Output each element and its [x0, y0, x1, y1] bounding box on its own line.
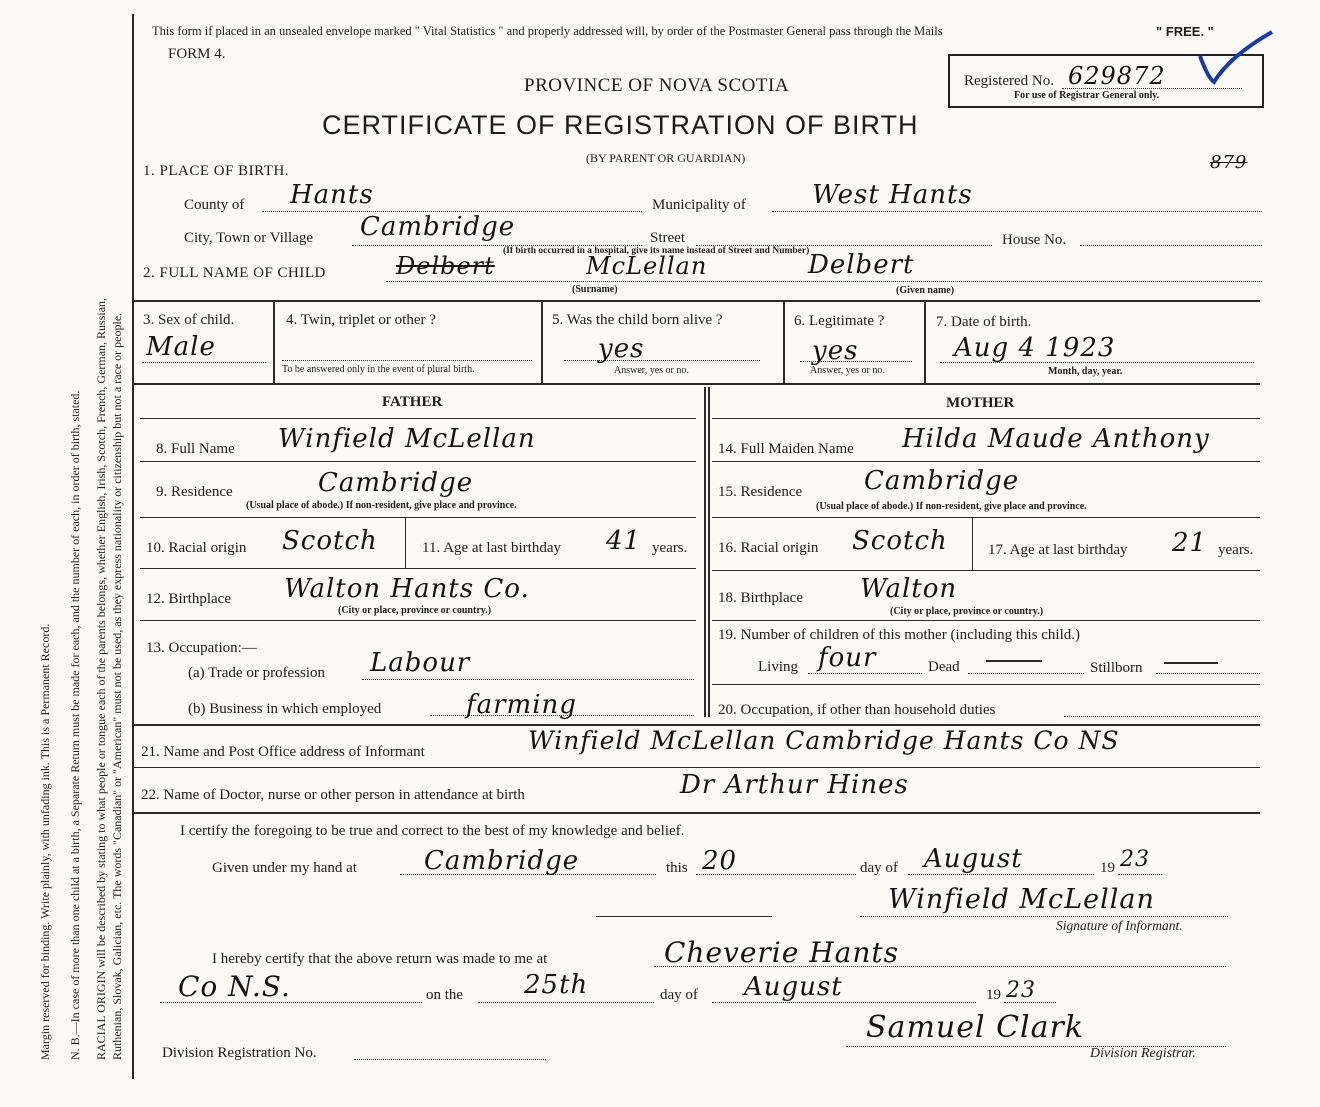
dead-dash — [986, 660, 1042, 662]
registrar-month-line — [712, 1002, 976, 1003]
row3-divider-2 — [541, 300, 543, 384]
municipality-value: West Hants — [812, 180, 973, 210]
certificate-subtitle: (BY PARENT OR GUARDIAN) — [586, 151, 746, 165]
alive-line — [564, 360, 760, 361]
this-label: this — [666, 860, 688, 876]
informant-label: 21. Name and Post Office address of Informant — [141, 744, 425, 760]
province-title: PROVINCE OF NOVA SCOTIA — [524, 75, 790, 96]
father-trade-line — [362, 679, 694, 680]
registrar-place2-value: Co N.S. — [178, 970, 291, 1003]
form-left-border — [132, 14, 134, 1079]
form-number: FORM 4. — [168, 46, 226, 62]
place-heading: 1. PLACE OF BIRTH. — [143, 163, 290, 179]
father-trade-label: (a) Trade or profession — [188, 665, 326, 681]
registrar-note: For use of Registrar General only. — [1014, 90, 1160, 101]
father-bp-label: 12. Birthplace — [146, 591, 231, 607]
division-registration-label: Division Registration No. — [162, 1045, 317, 1061]
stillborn-label: Stillborn — [1090, 660, 1143, 676]
given-day-value: 20 — [702, 846, 738, 876]
father-race-divider — [405, 518, 406, 568]
living-value: four — [818, 643, 877, 673]
registrar-month-value: August — [744, 972, 843, 1002]
informant-signature-caption: Signature of Informant. — [1056, 918, 1183, 933]
county-label: County of — [184, 197, 245, 213]
living-line — [808, 673, 922, 674]
corner-number: 879 — [1210, 152, 1248, 173]
given-month-value: August — [924, 844, 1023, 874]
mother-bp-value: Walton — [860, 574, 958, 604]
sex-label: 3. Sex of child. — [143, 312, 235, 328]
child-surname: McLellan — [586, 252, 708, 280]
given-label: Given under my hand at — [212, 860, 357, 876]
mother-res-value: Cambridge — [864, 466, 1020, 496]
free-label: " FREE. " — [1156, 24, 1214, 39]
mother-res-rule — [712, 517, 1260, 518]
street-note: (If birth occurred in a hospital, give its name instead of Street and Number) — [503, 246, 810, 256]
sidebar-instructions — [10, 10, 130, 1060]
mother-name-value: Hilda Maude Anthony — [902, 424, 1210, 454]
registrar-caption: Division Registrar. — [1090, 1046, 1196, 1061]
informant-signature: Winfield McLellan — [888, 884, 1155, 915]
row3-divider-3 — [783, 300, 785, 384]
father-years: years. — [652, 540, 688, 556]
mother-name-rule — [712, 461, 1260, 462]
living-label: Living — [758, 659, 798, 675]
mother-occ-line — [1064, 716, 1260, 717]
father-name-label: 8. Full Name — [156, 441, 235, 457]
father-res-value: Cambridge — [318, 468, 474, 498]
child-name-line — [386, 281, 1262, 282]
registrar-year-value: 23 — [1006, 978, 1036, 1003]
doctor-label: 22. Name of Doctor, nurse or other person in attendance at birth — [141, 787, 525, 803]
surname-caption: (Surname) — [572, 284, 618, 295]
sex-line — [142, 362, 266, 363]
father-trade-value: Labour — [370, 648, 471, 678]
mother-age-value: 21 — [1172, 528, 1208, 558]
registrar-text: I hereby certify that the above return was made to me at — [212, 951, 548, 967]
mother-bp-rule — [712, 620, 1260, 621]
stillborn-line — [1156, 673, 1260, 674]
county-value: Hants — [290, 180, 374, 210]
father-bp-rule — [140, 620, 696, 621]
mother-res-label: 15. Residence — [718, 484, 803, 500]
father-res-label: 9. Residence — [156, 484, 233, 500]
mother-children-label: 19. Number of children of this mother (including this child.) — [718, 627, 1081, 643]
city-label: City, Town or Village — [184, 230, 314, 246]
father-age-value: 41 — [606, 526, 642, 556]
house-label: House No. — [1002, 232, 1067, 248]
father-res-note: (Usual place of abode.) If non-resident, give place and province. — [246, 500, 517, 511]
house-line — [1080, 245, 1262, 246]
mother-heading: MOTHER — [946, 395, 1015, 411]
legit-label: 6. Legitimate ? — [794, 313, 885, 329]
given-dayof-label: day of — [860, 860, 898, 876]
section-rule-22 — [134, 767, 1260, 768]
registrar-dayof-label: day of — [660, 987, 698, 1003]
twin-label: 4. Twin, triplet or other ? — [286, 312, 436, 328]
registrar-signature: Samuel Clark — [866, 1010, 1085, 1045]
municipality-line — [772, 211, 1262, 212]
registrar-day-line — [478, 1002, 654, 1003]
mother-age-label: 17. Age at last birthday — [988, 542, 1128, 558]
sex-value: Male — [146, 332, 216, 362]
dead-label: Dead — [928, 659, 960, 675]
signature-short-rule — [596, 916, 772, 917]
alive-note: Answer, yes or no. — [614, 365, 689, 376]
row3-top-rule — [134, 300, 1260, 302]
father-bp-note: (City or place, province or country.) — [338, 605, 492, 616]
street-label: Street — [650, 230, 685, 246]
informant-value: Winfield McLellan Cambridge Hants Co NS — [528, 726, 1120, 755]
mother-name-label: 14. Full Maiden Name — [718, 441, 854, 457]
mother-heading-rule — [712, 418, 1260, 419]
father-res-rule — [140, 517, 696, 518]
registrar-on-the: on the — [426, 987, 464, 1003]
legit-note: Answer, yes or no. — [810, 365, 885, 376]
registered-line — [1062, 88, 1242, 89]
father-heading-rule — [140, 418, 696, 419]
mother-race-label: 16. Racial origin — [718, 540, 819, 556]
sidebar-line-3: RACIAL ORIGIN will be described by stating to what people or tongue each of the parents belongs, whether English, Irish, Scotch, French, German, Russian, — [94, 297, 108, 1060]
given-year-prefix: 19 — [1100, 860, 1115, 876]
sidebar-line-2: N. B.—In case of more than one child at a birth, a Separate Return must be made for each, and the number of each, in order of birth, stated. — [68, 390, 82, 1060]
given-year-line — [1118, 874, 1162, 875]
mother-occ-label: 20. Occupation, if other than household duties — [718, 702, 996, 718]
certificate-title: CERTIFICATE OF REGISTRATION OF BIRTH — [322, 110, 919, 140]
legit-value: yes — [812, 336, 859, 366]
date-value: Aug 4 1923 — [954, 333, 1116, 363]
alive-label: 5. Was the child born alive ? — [552, 312, 723, 328]
child-given-name: Delbert — [808, 250, 915, 280]
given-year-value: 23 — [1120, 847, 1150, 872]
registered-value: 629872 — [1068, 62, 1166, 90]
child-struck-name: Delbert — [396, 252, 495, 280]
alive-value: yes — [598, 334, 645, 364]
father-race-value: Scotch — [282, 526, 378, 556]
father-business-value: farming — [466, 690, 577, 720]
mail-notice: This form if placed in an unsealed envelope marked " Vital Statistics " and properly addressed will, by order of the Postmaster General pass through the Mails — [152, 24, 943, 38]
city-value: Cambridge — [360, 212, 516, 242]
father-business-label: (b) Business in which employed — [188, 701, 382, 717]
twin-note: To be answered only in the event of plural birth. — [282, 364, 475, 375]
given-place-value: Cambridge — [424, 846, 580, 876]
father-bp-value: Walton Hants Co. — [284, 574, 530, 604]
row3-bottom-rule — [134, 383, 1260, 385]
child-name-label: 2. FULL NAME OF CHILD — [143, 265, 326, 281]
twin-line — [282, 360, 532, 361]
municipality-label: Municipality of — [652, 197, 746, 213]
mother-years: years. — [1218, 542, 1254, 558]
section-rule-certify — [134, 812, 1260, 814]
mother-bp-label: 18. Birthplace — [718, 590, 803, 606]
father-name-value: Winfield McLellan — [278, 424, 536, 454]
registrar-place-value: Cheverie Hants — [664, 936, 899, 969]
dead-line — [968, 673, 1084, 674]
mother-bp-note: (City or place, province or country.) — [890, 606, 1044, 617]
mother-race-rule — [712, 570, 1260, 571]
father-occ-label: 13. Occupation:— — [146, 640, 257, 656]
sidebar-line-1: Margin reserved for binding. Write plainly, with unfading ink. This is a Permanent Record. — [38, 623, 52, 1060]
row3-divider-4 — [924, 300, 926, 384]
mother-race-value: Scotch — [852, 526, 948, 556]
given-caption: (Given name) — [896, 285, 955, 296]
informant-signature-line — [860, 916, 1228, 917]
registered-label: Registered No. — [964, 73, 1054, 89]
date-note: Month, day, year. — [1048, 366, 1123, 377]
mother-res-note: (Usual place of abode.) If non-resident, give place and province. — [816, 501, 1087, 512]
sidebar-line-4: Ruthenian, Slovak, Galician, etc. The words "Canadian" or "American" must not be used, as they express nationality or citizenship but not a race or people. — [110, 312, 124, 1060]
registrar-year-prefix: 19 — [986, 987, 1001, 1003]
doctor-value: Dr Arthur Hines — [680, 770, 909, 800]
mother-race-divider — [972, 518, 973, 570]
stillborn-dash — [1164, 662, 1218, 664]
father-mother-divider — [704, 387, 706, 717]
division-registration-line — [354, 1059, 546, 1060]
father-heading: FATHER — [382, 394, 443, 410]
certify-text: I certify the foregoing to be true and correct to the best of my knowledge and belief. — [180, 823, 685, 839]
registrar-day-value: 25th — [524, 970, 589, 1000]
father-race-label: 10. Racial origin — [146, 540, 247, 556]
father-name-rule — [140, 461, 696, 462]
father-age-label: 11. Age at last birthday — [422, 540, 561, 556]
date-label: 7. Date of birth. — [936, 314, 1032, 330]
mother-children-rule — [712, 684, 1260, 685]
row3-divider-1 — [273, 300, 275, 384]
given-month-line — [908, 874, 1094, 875]
father-race-rule — [140, 568, 696, 569]
checkmark-icon — [1190, 26, 1290, 86]
father-mother-divider-2 — [708, 387, 710, 717]
